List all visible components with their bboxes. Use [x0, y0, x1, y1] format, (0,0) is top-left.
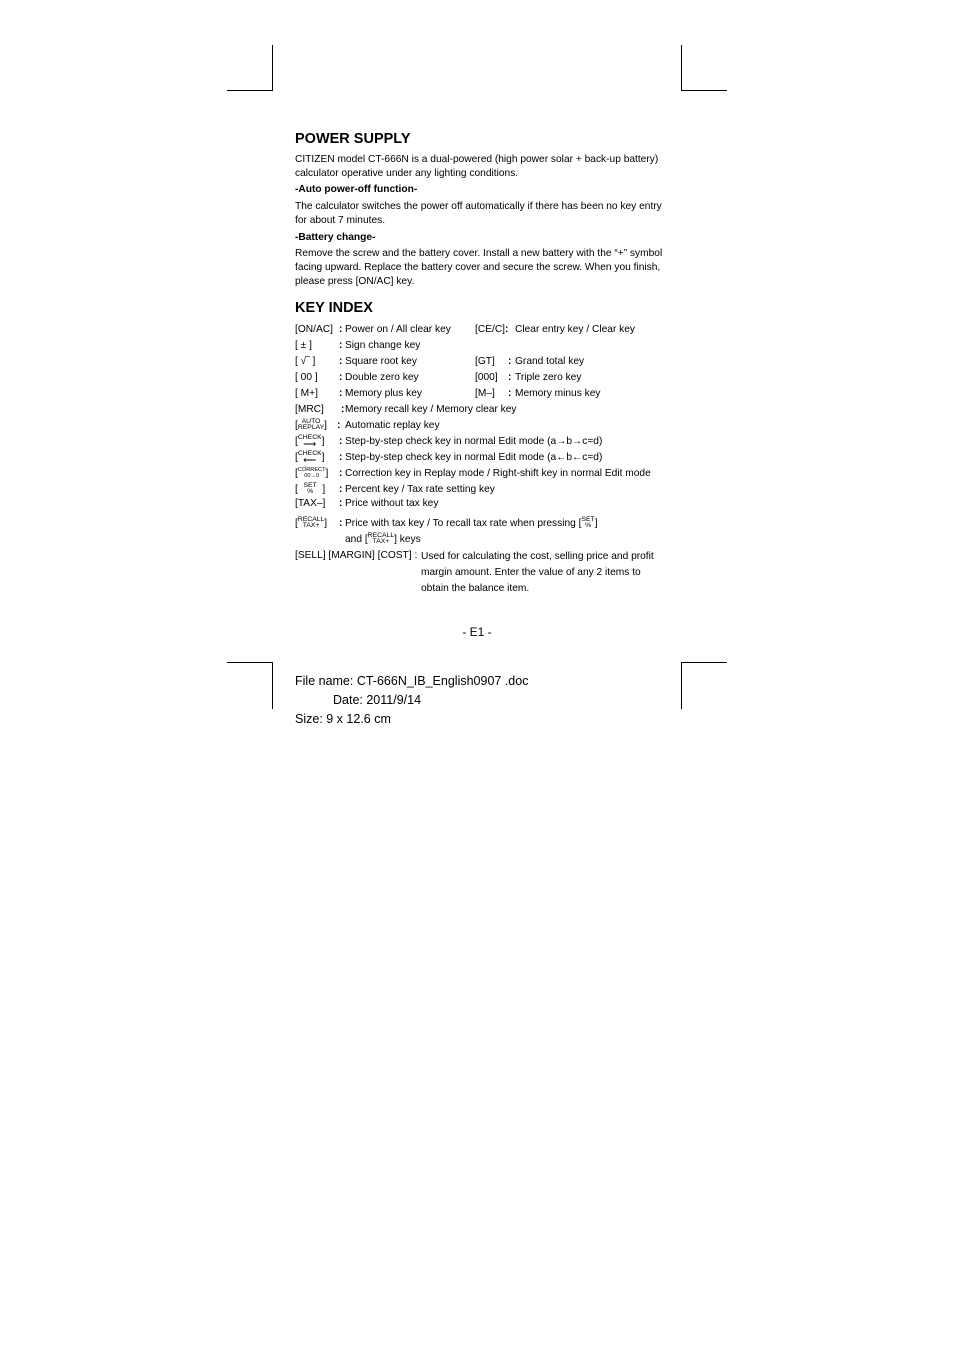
arrow-right-icon: ⟶ [303, 439, 317, 450]
key-label: [TAX–] [295, 498, 326, 509]
battery-text: Remove the screw and the battery cover. Install a new battery with the “+” symbol facing upward. Replace the battery cover and secure the screw. When you finish, please press [ON/AC] key. [295, 248, 663, 287]
separator: : [339, 468, 343, 479]
key-label: [GT] [475, 356, 495, 367]
crop-mark [681, 90, 727, 91]
key-row [295, 387, 665, 403]
key-index-heading: KEY INDEX [295, 300, 373, 316]
key-description: Memory minus key [515, 388, 601, 399]
manual-page [295, 130, 665, 597]
key-description: Used for calculating the cost, selling price and profit margin amount. Enter the value of any 2 items to obtain the balance item. [421, 551, 654, 594]
key-description: Memory plus key [345, 388, 422, 399]
separator: : [337, 420, 341, 431]
stacked-key-label: RECALL TAX+ [367, 532, 395, 546]
key-description: Sign change key [345, 340, 421, 351]
key-description: Automatic replay key [345, 420, 440, 431]
auto-off-heading: -Auto power-off function- [295, 184, 418, 195]
stacked-key-label: CORRECT 00→0 [297, 467, 326, 480]
separator: : [339, 498, 343, 509]
key-description: Percent key / Tax rate setting key [345, 484, 495, 495]
key-label: [ M+] [295, 388, 318, 399]
power-supply-intro: CITIZEN model CT-666N is a dual-powered (high power solar + back-up battery) calculator operative under any lighting conditions. [295, 154, 659, 179]
file-name: File name: CT-666N_IB_English0907 .doc [295, 674, 529, 688]
key-description: Triple zero key [515, 372, 582, 383]
key-description: Step-by-step check key in normal Edit mode (a→b→c=d) [345, 436, 603, 447]
crop-mark [681, 662, 727, 663]
power-supply-heading: POWER SUPPLY [295, 131, 411, 147]
separator: : [339, 436, 343, 447]
crop-mark [227, 90, 273, 91]
crop-mark [227, 662, 273, 663]
key-row [295, 419, 665, 435]
separator: : [339, 388, 343, 399]
key-label: [SELL] [MARGIN] [COST] : [295, 550, 418, 561]
key-description: Grand total key [515, 356, 585, 367]
separator: : [508, 388, 512, 399]
key-description: Clear entry key / Clear key [515, 324, 636, 335]
separator: : [339, 356, 343, 367]
key-label: [ CHECK ⟶ ] [295, 434, 325, 450]
separator: : [341, 404, 345, 415]
key-description: Price with tax key / To recall tax rate when pressing [ SET % ] [345, 516, 598, 530]
key-row [295, 371, 665, 387]
key-description: Step-by-step check key in normal Edit mode (a←b←c=d) [345, 452, 603, 463]
key-label: [M–] [475, 388, 495, 399]
key-row [295, 451, 665, 467]
key-label: [ ± ] [295, 340, 312, 351]
key-description: Price without tax key [345, 498, 439, 509]
key-label: [000] [475, 372, 498, 383]
key-description: Square root key [345, 356, 417, 367]
key-label: [ CORRECT 00→0 ] [295, 467, 329, 480]
key-label: [ SET % ] [295, 482, 326, 496]
key-label: [CE/C] [475, 324, 506, 335]
stacked-key-label: SET % [303, 482, 317, 496]
file-date: Date: 2011/9/14 [333, 693, 422, 707]
key-label: [ON/AC] [295, 324, 333, 335]
stacked-key-label: CHECK ⟵ [297, 450, 322, 466]
key-description: Memory recall key / Memory clear key [345, 404, 517, 415]
key-row [295, 435, 665, 451]
key-description: Correction key in Replay mode / Right-shift key in normal Edit mode [345, 468, 651, 479]
separator: : [339, 324, 343, 335]
separator: : [508, 356, 512, 367]
separator: : [339, 484, 343, 495]
key-description: Power on / All clear key [345, 324, 451, 335]
key-label: [ √‾ ] [295, 356, 316, 367]
key-index-list [295, 323, 665, 597]
key-label: [ AUTO REPLAY ] [295, 418, 328, 432]
separator: : [505, 324, 509, 335]
key-description: Double zero key [345, 372, 419, 383]
key-row [295, 517, 665, 549]
separator: : [339, 340, 343, 351]
separator: : [339, 452, 343, 463]
key-row [295, 339, 665, 355]
stacked-key-label: SET % [581, 516, 595, 530]
key-row [295, 323, 665, 339]
crop-mark [681, 45, 682, 90]
separator: : [508, 372, 512, 383]
file-size: Size: 9 x 12.6 cm [295, 712, 391, 726]
key-row [295, 355, 665, 371]
crop-mark [681, 662, 682, 709]
key-label: [MRC] [295, 404, 324, 415]
arrow-left-icon: ⟵ [303, 455, 317, 466]
stacked-key-label: CHECK ⟶ [297, 434, 322, 450]
key-row [295, 467, 665, 483]
file-info [295, 672, 528, 729]
stacked-key-label: AUTO REPLAY [297, 418, 325, 432]
key-description-continued: and [ RECALL TAX+ ] keys [345, 532, 421, 546]
battery-heading: -Battery change- [295, 232, 376, 243]
crop-mark [272, 45, 273, 90]
auto-off-text: The calculator switches the power off automatically if there has been no key entry for about 7 minutes. [295, 201, 662, 226]
page-number: - E1 - [462, 625, 492, 639]
key-label: [ CHECK ⟵ ] [295, 450, 325, 466]
key-row [295, 403, 665, 419]
separator: : [339, 518, 343, 529]
crop-mark [272, 662, 273, 709]
key-row [295, 549, 665, 597]
stacked-key-label: RECALL TAX+ [297, 516, 325, 530]
separator: : [339, 372, 343, 383]
key-label: [ RECALL TAX+ ] [295, 516, 328, 530]
key-row [295, 499, 665, 517]
key-label: [ 00 ] [295, 372, 318, 383]
